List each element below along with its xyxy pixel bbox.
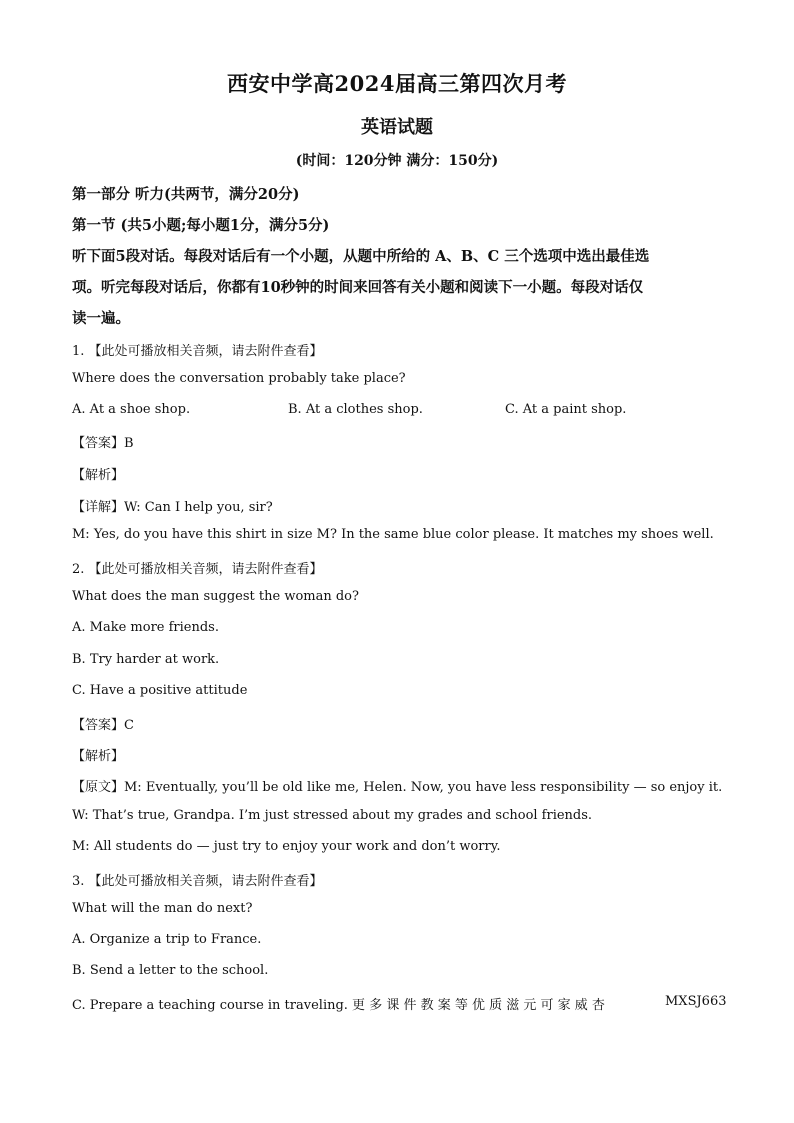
q1-question: Where does the conversation probably take place? xyxy=(72,371,406,386)
q3-option-a: A. Organize a trip to France. xyxy=(72,932,262,947)
q2-original-text: 【原文】M: Eventually, you’ll be old like me, Helen. Now, you have less responsibility — so enjoy it. xyxy=(72,780,723,795)
q3-option-b: B. Send a letter to the school. xyxy=(72,963,269,978)
subject-title: 英语试题 xyxy=(361,117,433,138)
section1-heading: 第一节 (共5小题;每小题1分，满分5分) xyxy=(72,217,330,234)
q1-analysis-label: 【解析】 xyxy=(72,468,125,483)
q2-dialogue-line-3: M: All students do — just try to enjoy your work and don’t worry. xyxy=(72,839,501,854)
q2-audio-note: 2. 【此处可播放相关音频，请去附件查看】 xyxy=(72,562,323,577)
q1-option-b: B. At a clothes shop. xyxy=(288,402,423,417)
part1-heading: 第一部分 听力(共两节，满分20分) xyxy=(72,186,300,203)
q2-option-a: A. Make more friends. xyxy=(72,620,219,635)
q2-option-c: C. Have a positive attitude xyxy=(72,683,248,698)
q1-dialogue-line: M: Yes, do you have this shirt in size M? In the same blue color please. It matches my shoes well. xyxy=(72,527,714,542)
q3-question: What will the man do next? xyxy=(72,901,253,916)
q2-answer: 【答案】C xyxy=(72,718,134,733)
q2-dialogue-line-2: W: That’s true, Grandpa. I’m just stressed about my grades and school friends. xyxy=(72,808,593,823)
instructions-line-2: 项。听完每段对话后，你都有10秒钟的时间来回答有关小题和阅读下一小题。每段对话仅 xyxy=(72,279,644,296)
exam-title: 西安中学高2024届高三第四次月考 xyxy=(227,71,567,96)
q1-answer: 【答案】B xyxy=(72,436,134,451)
q1-option-a: A. At a shoe shop. xyxy=(72,402,191,417)
q1-option-c: C. At a paint shop. xyxy=(505,402,627,417)
instructions-line-3: 读一遍。 xyxy=(72,310,130,327)
q3-audio-note: 3. 【此处可播放相关音频，请去附件查看】 xyxy=(72,874,323,889)
document-code: MXSJ663 xyxy=(665,994,727,1009)
instructions-line-1: 听下面5段对话。每段对话后有一个小题，从题中所给的 A、B、C 三个选项中选出最佳选 xyxy=(72,248,650,265)
q2-option-b: B. Try harder at work. xyxy=(72,652,220,667)
q2-analysis-label: 【解析】 xyxy=(72,749,125,764)
q1-detail: 【详解】W: Can I help you, sir? xyxy=(72,500,273,515)
q2-question: What does the man suggest the woman do? xyxy=(72,589,359,604)
q1-audio-note: 1. 【此处可播放相关音频，请去附件查看】 xyxy=(72,344,323,359)
time-score-info: (时间：120分钟 满分：150分) xyxy=(295,153,499,169)
q3-option-c: C. Prepare a teaching course in traveling. 更 多 课 件 教 案 等 优 质 滋 元 可 家 威 杏 xyxy=(72,998,605,1013)
